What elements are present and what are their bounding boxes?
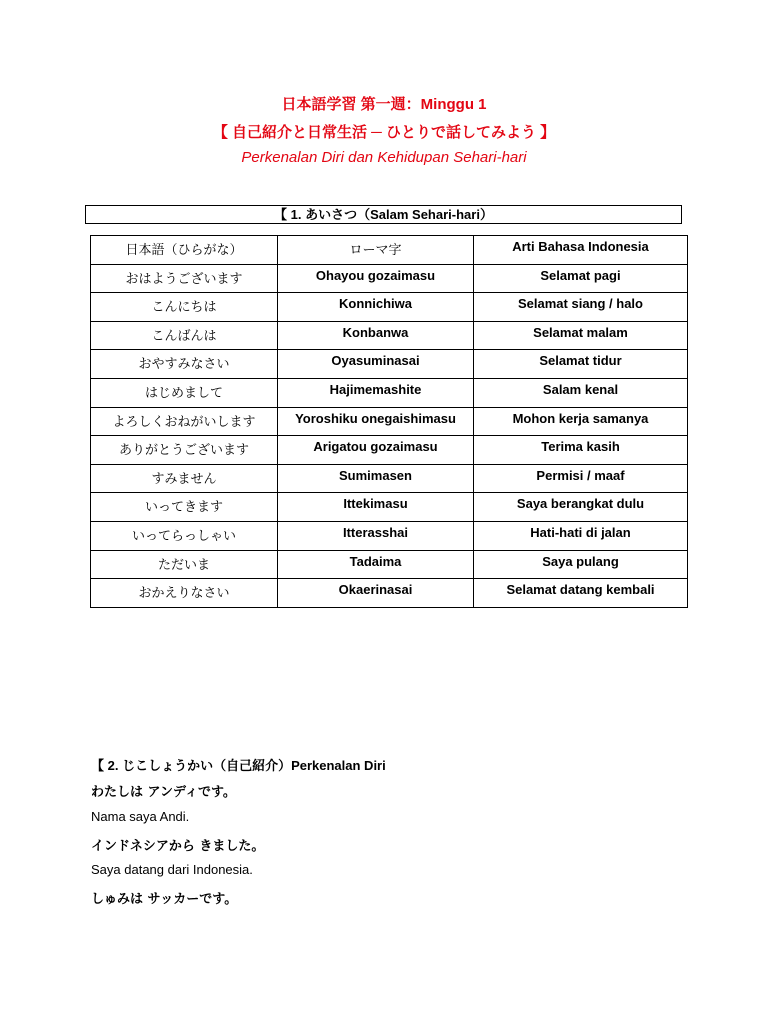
- column-header-romaji: ローマ字: [278, 236, 474, 265]
- sentence-japanese: わたしは アンディです。: [91, 785, 236, 800]
- cell-meaning: Hati-hati di jalan: [474, 521, 688, 550]
- table-row: [91, 521, 688, 550]
- page-title-week: 日本語学習 第一週：Minggu 1: [281, 96, 487, 113]
- cell-hiragana: いってらっしゃい: [91, 521, 278, 550]
- greetings-table: [90, 235, 688, 608]
- cell-meaning: Mohon kerja samanya: [474, 407, 688, 436]
- cell-romaji: Konnichiwa: [278, 293, 474, 322]
- cell-meaning: Selamat pagi: [474, 264, 688, 293]
- cell-romaji: Konbanwa: [278, 321, 474, 350]
- cell-meaning: Selamat siang / halo: [474, 293, 688, 322]
- cell-romaji: Ittekimasu: [278, 493, 474, 522]
- cell-hiragana: はじめまして: [91, 378, 278, 407]
- cell-meaning: Selamat malam: [474, 321, 688, 350]
- cell-hiragana: いってきます: [91, 493, 278, 522]
- cell-romaji: Arigatou gozaimasu: [278, 436, 474, 465]
- cell-romaji: Oyasuminasai: [278, 350, 474, 379]
- table-caption: 【 1. あいさつ（Salam Sehari-hari）: [85, 205, 682, 224]
- sentence-japanese: インドネシアから きました。: [91, 839, 265, 854]
- table-row: [91, 264, 688, 293]
- cell-romaji: Okaerinasai: [278, 579, 474, 608]
- cell-romaji: Ohayou gozaimasu: [278, 264, 474, 293]
- table-row: [91, 464, 688, 493]
- cell-romaji: Yoroshiku onegaishimasu: [278, 407, 474, 436]
- section-heading-self-introduction: 【 2. じこしょうかい（自己紹介）Perkenalan Diri: [91, 758, 386, 773]
- table-row: [91, 321, 688, 350]
- table-header-row: [91, 236, 688, 265]
- cell-hiragana: よろしくおねがいします: [91, 407, 278, 436]
- cell-hiragana: こんにちは: [91, 293, 278, 322]
- table-row: [91, 493, 688, 522]
- sentence-indonesian: Nama saya Andi.: [91, 809, 190, 824]
- table-row: [91, 436, 688, 465]
- table-row: [91, 350, 688, 379]
- cell-hiragana: ありがとうございます: [91, 436, 278, 465]
- page-subtitle-japanese: 【 自己紹介と日常生活 ─ ひとりで話してみよう 】: [212, 124, 556, 141]
- cell-meaning: Terima kasih: [474, 436, 688, 465]
- cell-hiragana: おはようございます: [91, 264, 278, 293]
- column-header-hiragana: 日本語（ひらがな）: [91, 236, 278, 265]
- table-row: [91, 378, 688, 407]
- cell-romaji: Hajimemashite: [278, 378, 474, 407]
- column-header-meaning: Arti Bahasa Indonesia: [474, 236, 688, 265]
- cell-romaji: Itterasshai: [278, 521, 474, 550]
- cell-meaning: Permisi / maaf: [474, 464, 688, 493]
- table-row: [91, 550, 688, 579]
- table-row: [91, 293, 688, 322]
- table-row: [91, 407, 688, 436]
- cell-meaning: Selamat datang kembali: [474, 579, 688, 608]
- cell-hiragana: すみません: [91, 464, 278, 493]
- cell-hiragana: こんばんは: [91, 321, 278, 350]
- cell-hiragana: ただいま: [91, 550, 278, 579]
- page-subtitle-indonesian: Perkenalan Diri dan Kehidupan Sehari-hari: [241, 149, 527, 166]
- cell-hiragana: おかえりなさい: [91, 579, 278, 608]
- sentence-indonesian: Saya datang dari Indonesia.: [91, 862, 253, 877]
- cell-meaning: Salam kenal: [474, 378, 688, 407]
- cell-meaning: Saya pulang: [474, 550, 688, 579]
- cell-hiragana: おやすみなさい: [91, 350, 278, 379]
- table-row: [91, 579, 688, 608]
- sentence-japanese: しゅみは サッカーです。: [91, 892, 238, 907]
- cell-romaji: Tadaima: [278, 550, 474, 579]
- cell-romaji: Sumimasen: [278, 464, 474, 493]
- cell-meaning: Selamat tidur: [474, 350, 688, 379]
- cell-meaning: Saya berangkat dulu: [474, 493, 688, 522]
